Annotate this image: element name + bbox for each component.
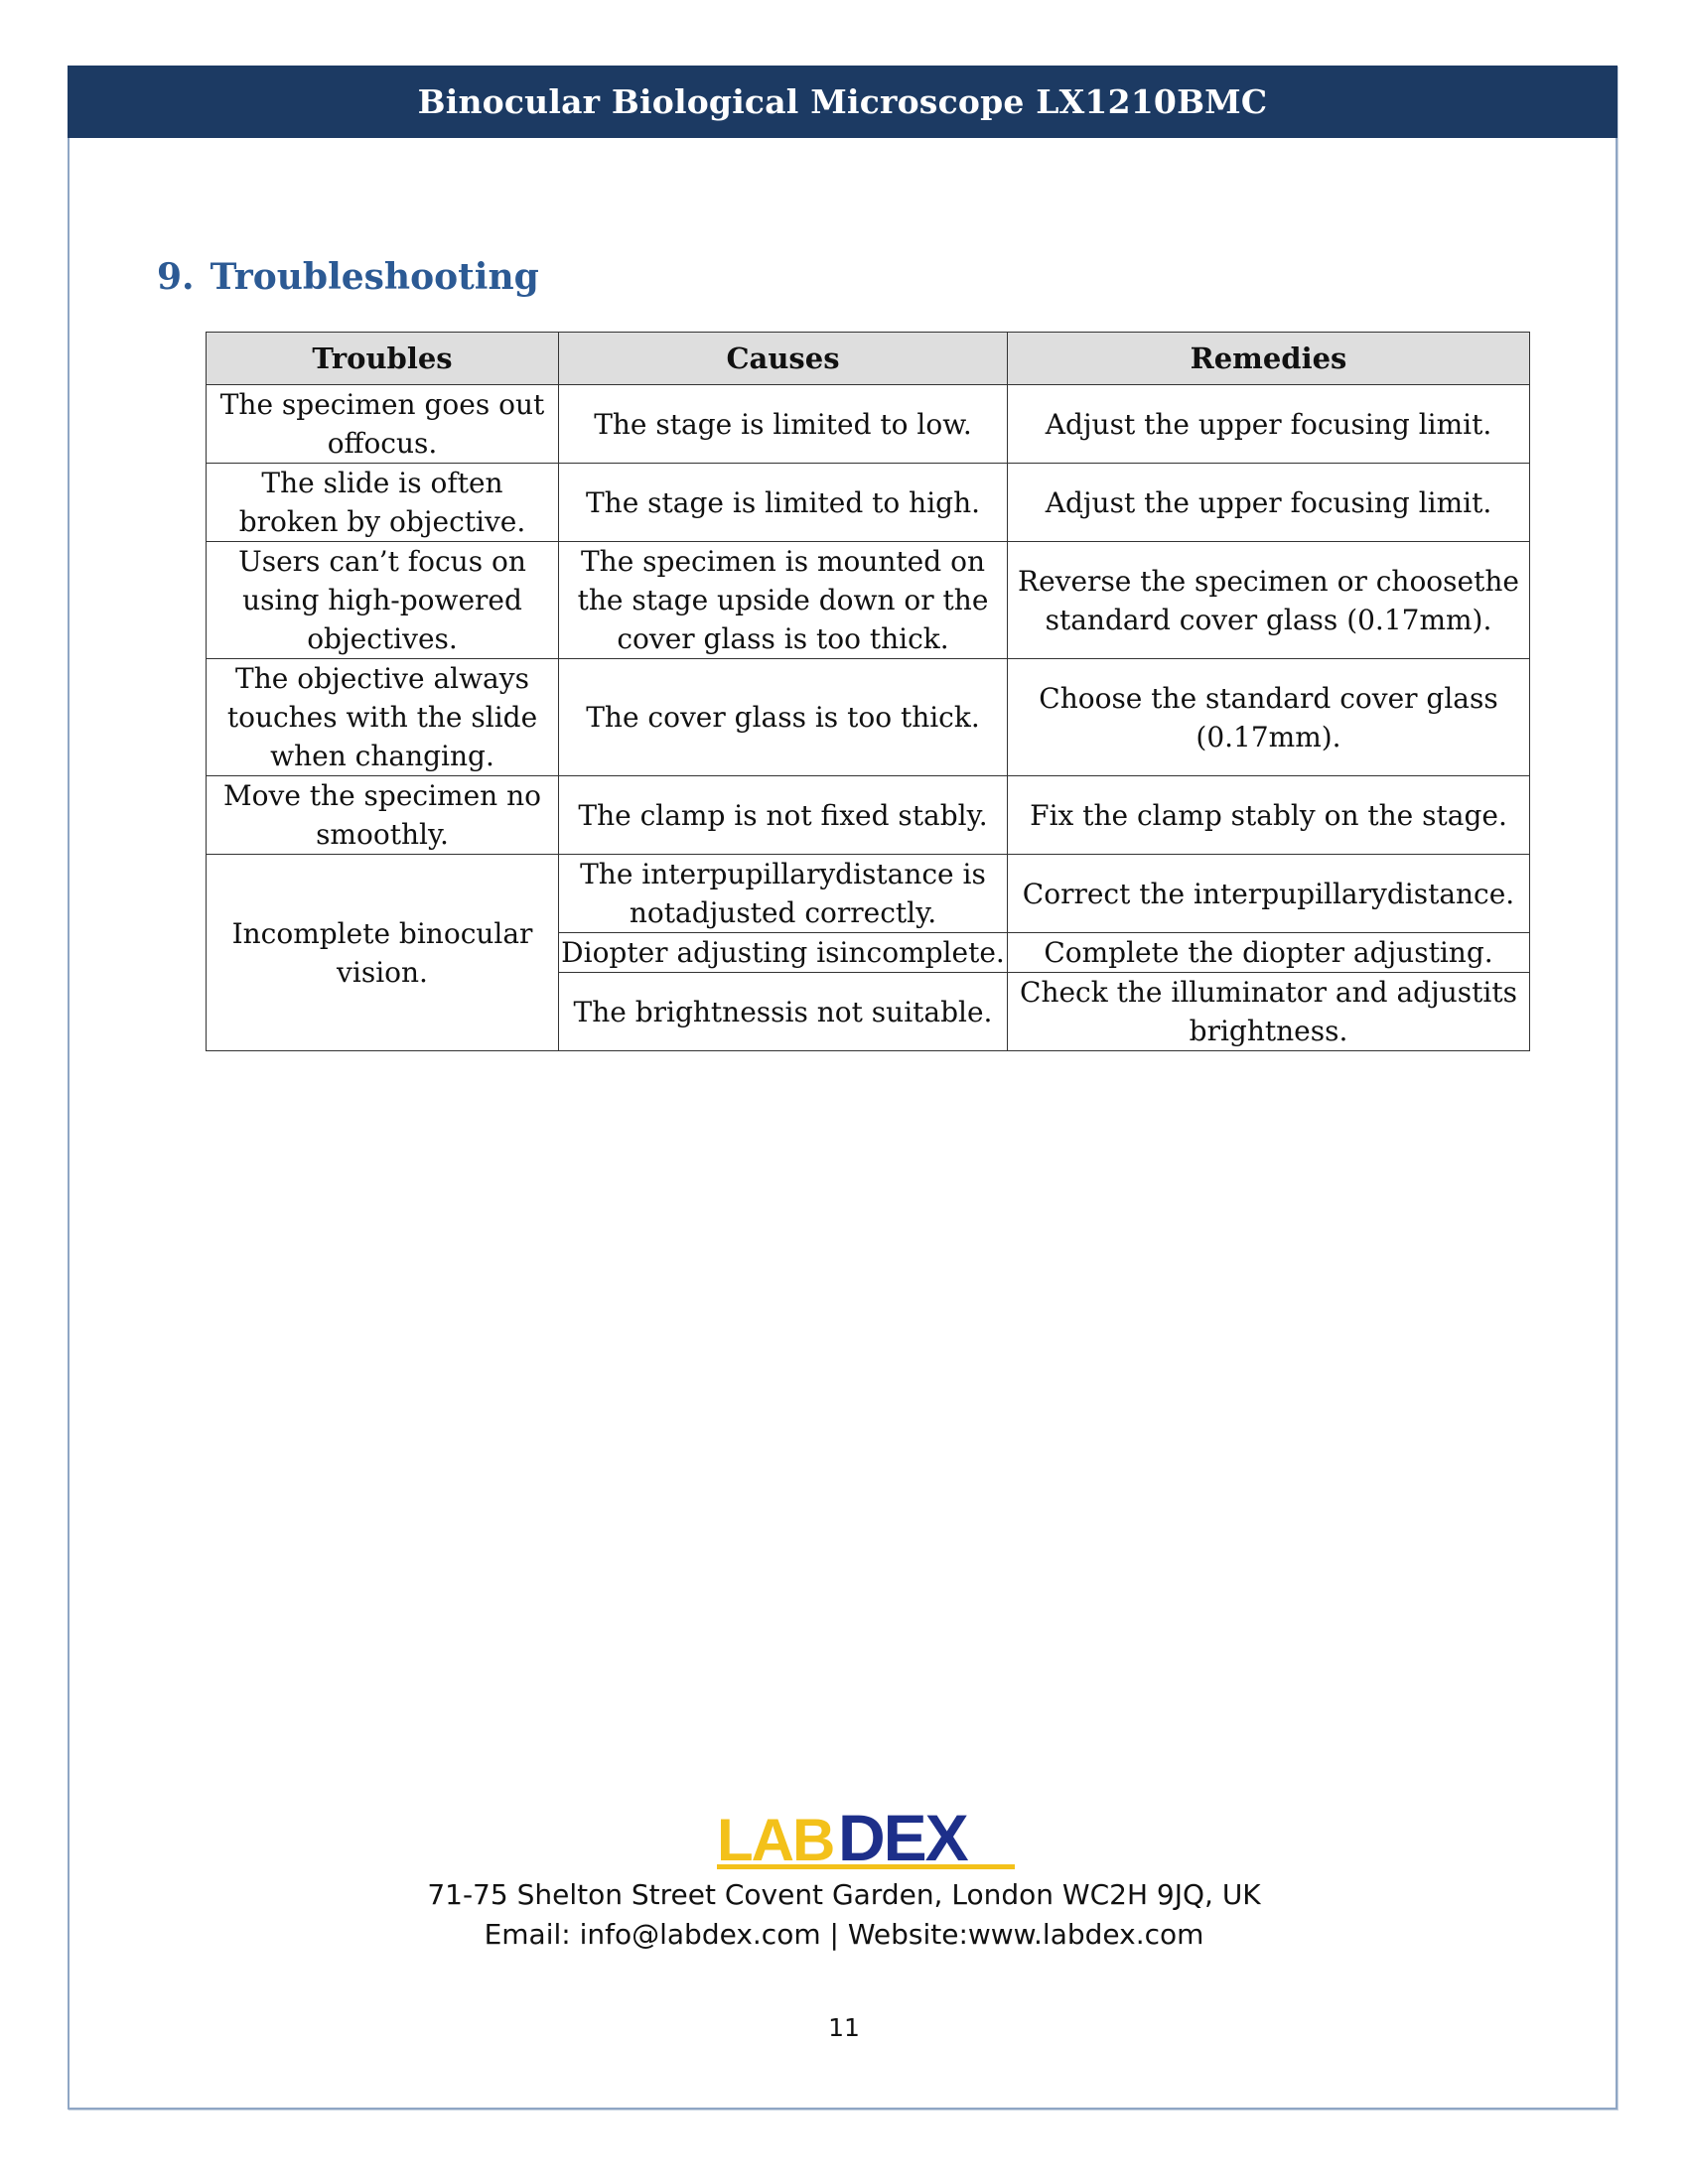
- document-title: Binocular Biological Microscope LX1210BMC: [417, 82, 1268, 121]
- cause-cell: The stage is limited to low.: [559, 385, 1008, 464]
- document-header: [68, 66, 1618, 138]
- remedy-cell: Adjust the upper focusing limit.: [1008, 464, 1530, 542]
- column-header-causes: Causes: [559, 333, 1008, 385]
- table-row: [207, 385, 1530, 464]
- table-row: [207, 542, 1530, 659]
- trouble-cell: Incomplete binocular vision.: [207, 855, 559, 1051]
- labdex-logo: [715, 1805, 1023, 1874]
- cause-cell: The interpupillarydistance is notadjusted correctly.: [559, 855, 1008, 933]
- cause-cell: Diopter adjusting isincomplete.: [559, 933, 1008, 973]
- table-header-row: [207, 333, 1530, 385]
- remedy-cell: Choose the standard cover glass (0.17mm).: [1008, 659, 1530, 776]
- table-row: [207, 659, 1530, 776]
- table-row: [207, 776, 1530, 855]
- footer-address: 71-75 Shelton Street Covent Garden, London WC2H 9JQ, UK: [427, 1878, 1261, 1911]
- remedy-cell: Check the illuminator and adjustits brightness.: [1008, 973, 1530, 1051]
- remedy-cell: Complete the diopter adjusting.: [1008, 933, 1530, 973]
- section-title: Troubleshooting: [210, 256, 539, 298]
- trouble-cell: The specimen goes out offocus.: [207, 385, 559, 464]
- trouble-cell: The slide is often broken by objective.: [207, 464, 559, 542]
- troubleshooting-table: [206, 332, 1530, 1051]
- cause-cell: The cover glass is too thick.: [559, 659, 1008, 776]
- column-header-remedies: Remedies: [1008, 333, 1530, 385]
- cause-cell: The brightnessis not suitable.: [559, 973, 1008, 1051]
- column-header-troubles: Troubles: [207, 333, 559, 385]
- section-heading: [157, 256, 539, 298]
- trouble-cell: Move the specimen no smoothly.: [207, 776, 559, 855]
- remedy-cell: Adjust the upper focusing limit.: [1008, 385, 1530, 464]
- table-row: [207, 855, 1530, 933]
- trouble-cell: The objective always touches with the slide when changing.: [207, 659, 559, 776]
- footer-contact: Email: info@labdex.com | Website:www.labdex.com: [484, 1918, 1204, 1951]
- remedy-cell: Fix the clamp stably on the stage.: [1008, 776, 1530, 855]
- section-number: 9.: [157, 256, 195, 298]
- cause-cell: The stage is limited to high.: [559, 464, 1008, 542]
- cause-cell: The clamp is not fixed stably.: [559, 776, 1008, 855]
- remedy-cell: Correct the interpupillarydistance.: [1008, 855, 1530, 933]
- trouble-cell: Users can’t focus on using high-powered objectives.: [207, 542, 559, 659]
- page-number: 11: [828, 2013, 860, 2042]
- table-row: [207, 464, 1530, 542]
- logo-lab-text: LAB: [717, 1807, 834, 1873]
- cause-cell: The specimen is mounted on the stage upside down or the cover glass is too thick.: [559, 542, 1008, 659]
- remedy-cell: Reverse the specimen or choosethe standard cover glass (0.17mm).: [1008, 542, 1530, 659]
- logo-dex-text: DEX: [838, 1805, 967, 1874]
